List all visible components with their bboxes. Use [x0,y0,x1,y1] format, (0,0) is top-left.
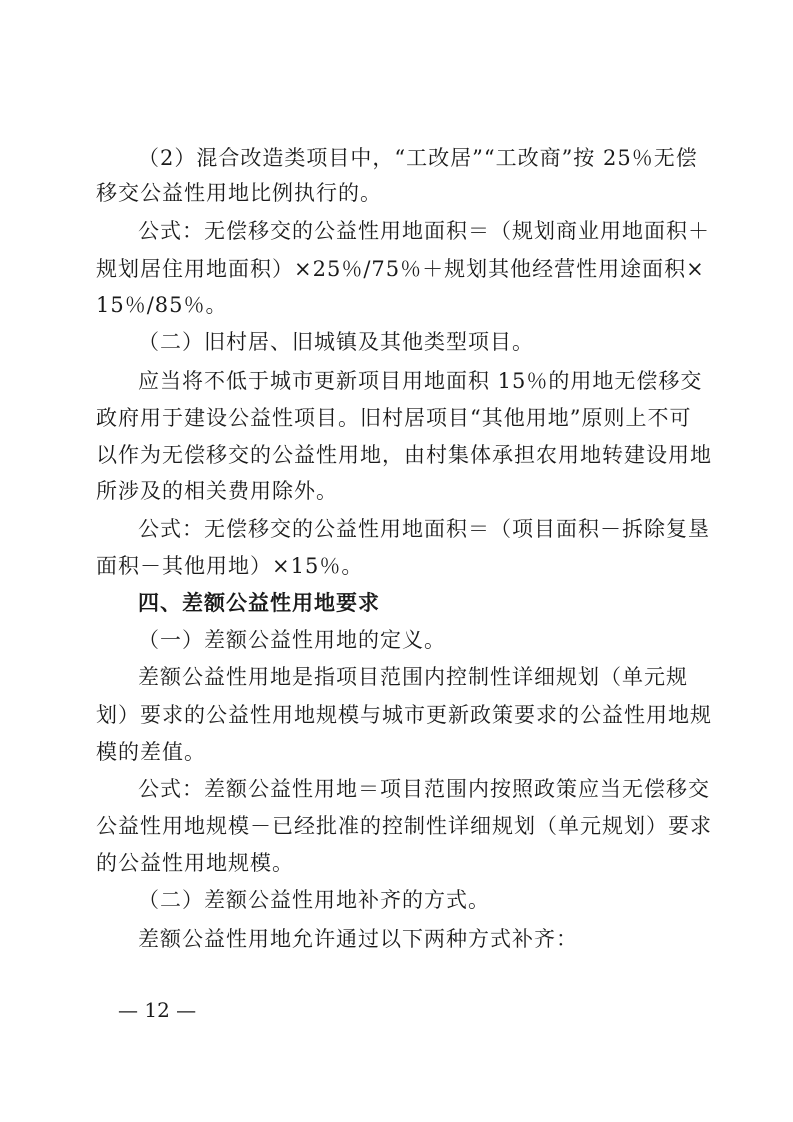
paragraph-line: 所涉及的相关费用除外。 [96,479,338,503]
formula-line: 公益性用地规模－已经批准的控制性详细规划（单元规划）要求 [96,814,712,838]
formula-line: 公式：差额公益性用地＝项目范围内按照政策应当无偿移交 [138,777,710,801]
paragraph-line: 差额公益性用地允许通过以下两种方式补齐： [138,927,578,951]
paragraph-line: 以作为无偿移交的公益性用地，由村集体承担农用地转建设用地 [96,443,712,467]
subsection-heading: （一）差额公益性用地的定义。 [138,628,446,652]
subsection-heading: （二）差额公益性用地补齐的方式。 [138,888,490,912]
formula-line: 公式：无偿移交的公益性用地面积＝（项目面积－拆除复垦 [138,517,710,541]
paragraph-line: （2）混合改造类项目中，“工改居”“工改商”按 25％无偿 [138,146,698,170]
paragraph-line: 差额公益性用地是指项目范围内控制性详细规划（单元规 [138,665,688,689]
paragraph-line: 政府用于建设公益性项目。旧村居项目“其他用地”原则上不可 [96,406,692,430]
formula-line: 15％/85％。 [96,293,228,317]
formula-line: 规划居住用地面积）×25％/75％＋规划其他经营性用途面积× [96,257,705,281]
paragraph-line: 移交公益性用地比例执行的。 [96,181,382,205]
formula-line: 公式：无偿移交的公益性用地面积＝（规划商业用地面积＋ [138,219,710,243]
paragraph-line: 划）要求的公益性用地规模与城市更新政策要求的公益性用地规 [96,703,712,727]
formula-line: 的公益性用地规模。 [96,851,294,875]
formula-line: 面积－其他用地）×15％。 [96,554,364,578]
paragraph-line: 模的差值。 [96,740,206,764]
paragraph-line: 应当将不低于城市更新项目用地面积 15％的用地无偿移交 [138,369,703,393]
subsection-heading: （二）旧村居、旧城镇及其他类型项目。 [138,330,534,354]
page-number: — 12 — [118,998,197,1022]
section-heading: 四、差额公益性用地要求 [138,591,380,615]
